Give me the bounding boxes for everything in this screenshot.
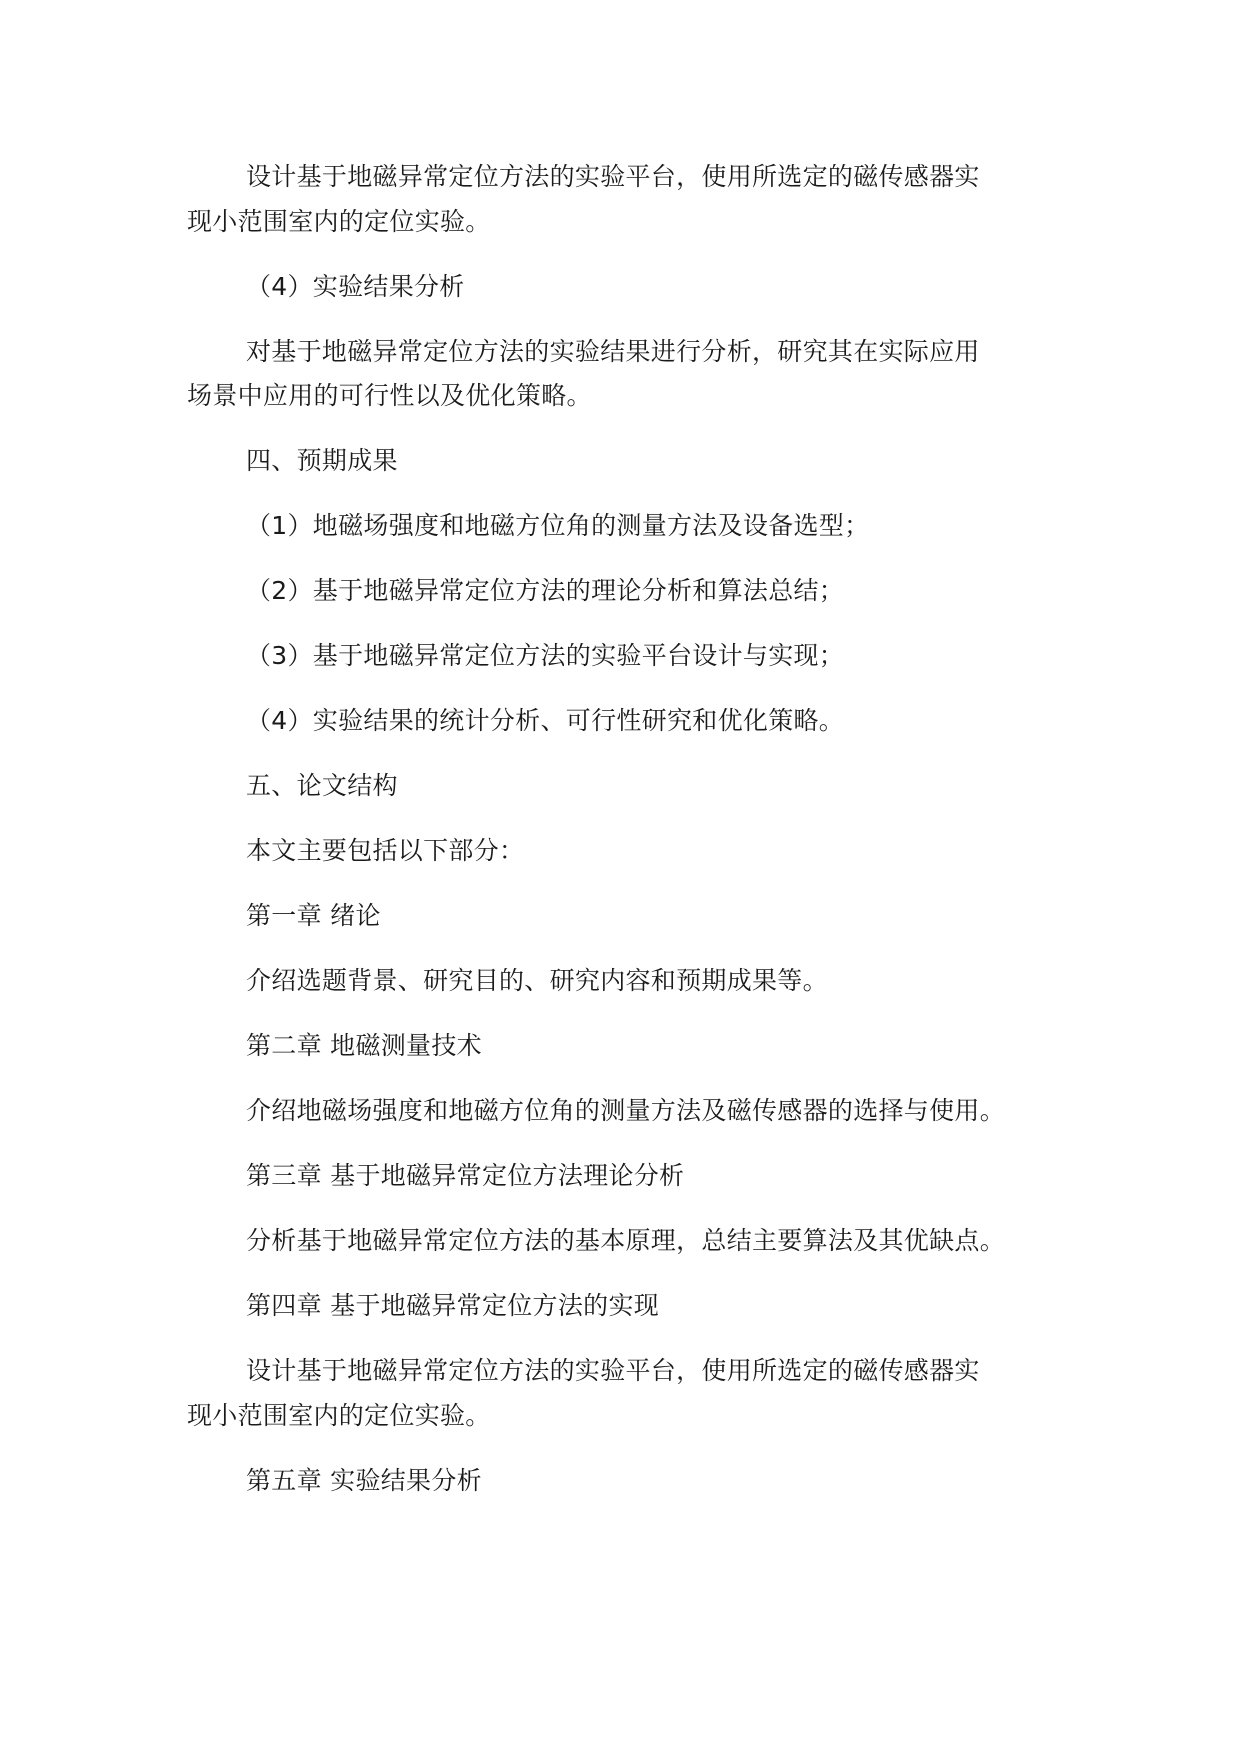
chapter-heading: 第三章 基于地磁异常定位方法理论分析 bbox=[246, 1161, 685, 1190]
paragraph-line: 介绍选题背景、研究目的、研究内容和预期成果等。 bbox=[246, 966, 828, 995]
paragraph-line: 介绍地磁场强度和地磁方位角的测量方法及磁传感器的选择与使用。 bbox=[246, 1096, 1006, 1125]
section-heading: 五、论文结构 bbox=[246, 771, 398, 800]
paragraph-line: 分析基于地磁异常定位方法的基本原理，总结主要算法及其优缺点。 bbox=[246, 1226, 1006, 1255]
chapter-heading: 第一章 绪论 bbox=[246, 901, 381, 930]
list-item: （4）实验结果的统计分析、可行性研究和优化策略。 bbox=[246, 706, 845, 735]
list-item: （3）基于地磁异常定位方法的实验平台设计与实现； bbox=[246, 641, 845, 670]
paragraph-line: 设计基于地磁异常定位方法的实验平台，使用所选定的磁传感器实 bbox=[246, 162, 980, 191]
chapter-heading: 第二章 地磁测量技术 bbox=[246, 1031, 482, 1060]
paragraph-line: 设计基于地磁异常定位方法的实验平台，使用所选定的磁传感器实 bbox=[246, 1356, 980, 1385]
list-item: （2）基于地磁异常定位方法的理论分析和算法总结； bbox=[246, 576, 845, 605]
paragraph-line: 现小范围室内的定位实验。 bbox=[187, 1401, 491, 1430]
subsection-heading: （4）实验结果分析 bbox=[246, 272, 465, 301]
chapter-heading: 第四章 基于地磁异常定位方法的实现 bbox=[246, 1291, 660, 1320]
section-heading: 四、预期成果 bbox=[246, 446, 398, 475]
paragraph-line: 本文主要包括以下部分： bbox=[246, 836, 525, 865]
paragraph-line: 场景中应用的可行性以及优化策略。 bbox=[187, 381, 592, 410]
paragraph-line: 现小范围室内的定位实验。 bbox=[187, 207, 491, 236]
list-item: （1）地磁场强度和地磁方位角的测量方法及设备选型； bbox=[246, 511, 870, 540]
paragraph-line: 对基于地磁异常定位方法的实验结果进行分析，研究其在实际应用 bbox=[246, 337, 980, 366]
chapter-heading: 第五章 实验结果分析 bbox=[246, 1466, 482, 1495]
